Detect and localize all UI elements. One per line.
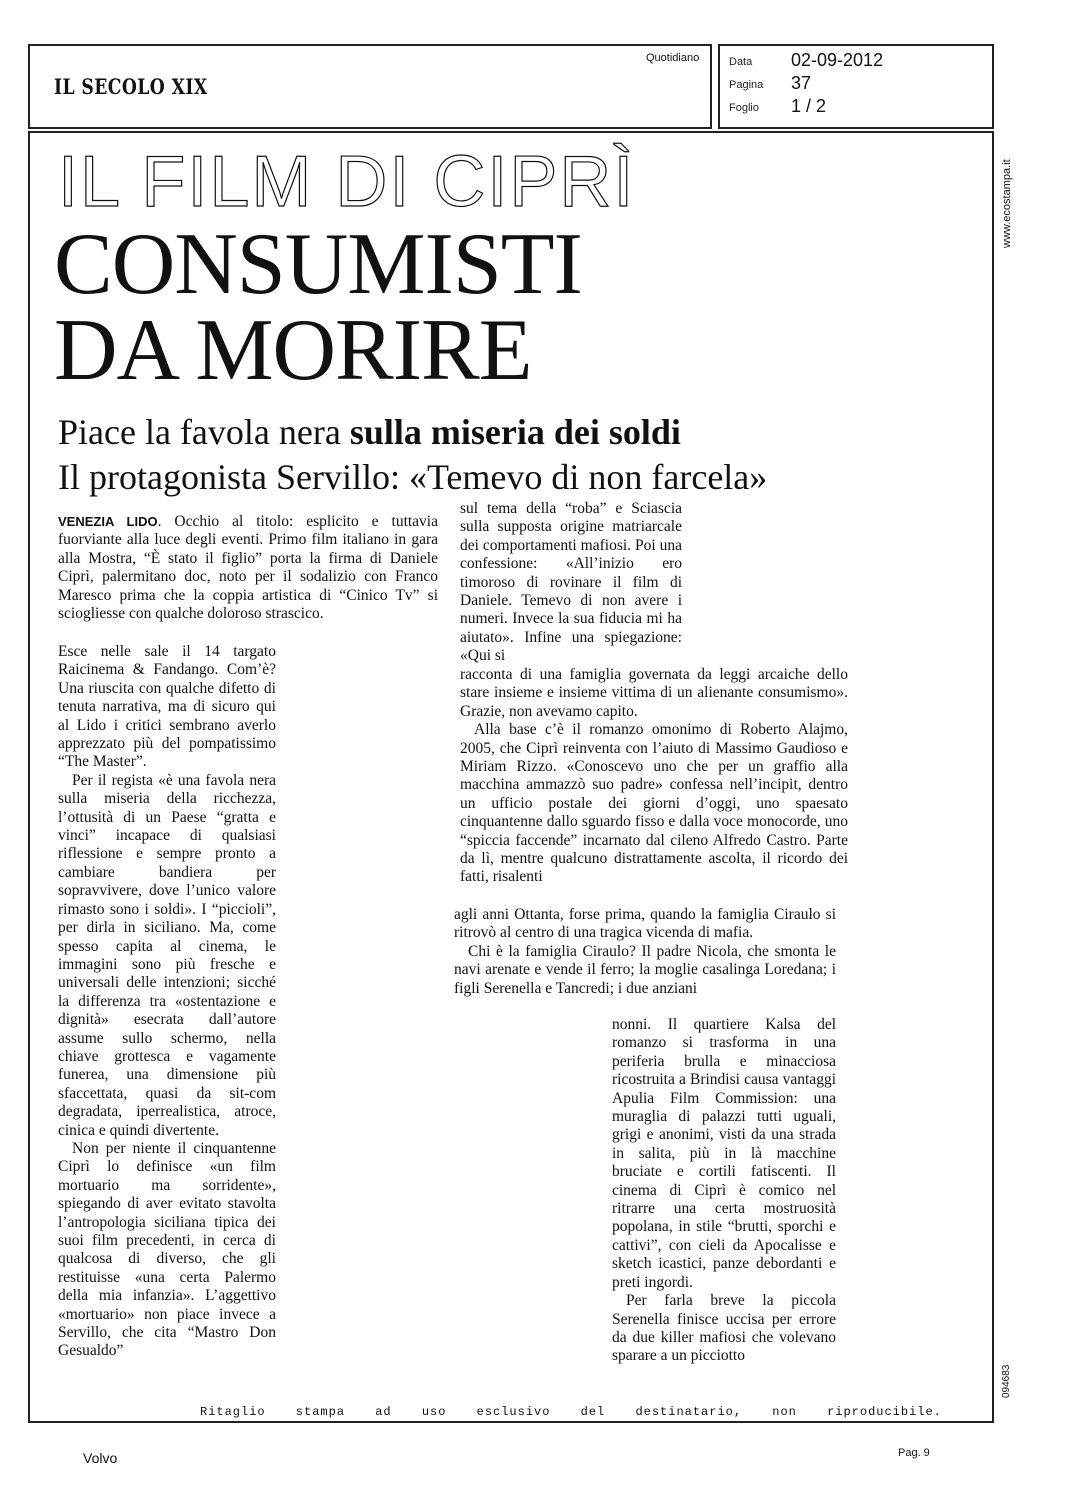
brand-label: Volvo <box>83 1450 118 1466</box>
subheadline-1 <box>58 414 681 450</box>
col1-paragraph-1: Esce nelle sale il 14 targato Raicinema & Fandango. Com’è? Una riuscita con qualche difetto di tenuta narrativa, ma di sicuro qui al Lido i critici sembrano averlo apprezzato più del pompatissimo “The Master”. <box>58 643 276 771</box>
col2-wide-text: racconta di una famiglia governata da leggi arcaiche dello stare insieme e insieme vittima di un alienante consumismo». Grazie, non avevamo capito. <box>460 666 848 720</box>
sheet-value: 1 / 2 <box>791 96 827 116</box>
page-number: Pag. 9 <box>898 1447 930 1459</box>
col4-paragraph-2: Per farla breve la piccola Serenella finisce uccisa per errore da due killer mafiosi che volevano sparare a un picciotto <box>612 1292 836 1365</box>
website-vertical: www.ecostampa.it <box>1001 159 1013 248</box>
subheadline-2: Il protagonista Servillo: «Temevo di non farcela» <box>58 457 768 497</box>
col1-paragraph-3: Non per niente il cinquantenne Ciprì lo definisce «un film mortuario ma sorridente», spiegando di aver evitato stavolta l’antropologia siciliana tipica dei suoi film precedenti, in cerca di qualcosa di diverso, che gli restituisse «una certa Palermo della mia infanzia». L’aggettivo «mortuario» non piace invece a Servillo, che cita “Mastro Don Gesualdo” <box>58 1139 276 1360</box>
column-2-top <box>460 500 682 666</box>
newspaper-logo: IL SECOLO XIX <box>54 74 208 99</box>
publication-type: Quotidiano <box>646 52 700 64</box>
col4-paragraph-1: nonni. Il quartiere Kalsa del romanzo si trasforma in una periferia brulla e minacciosa ricostruita a Brindisi causa vantaggi Apulia Film Commission: una muraglia di palazzi tutti uguali, grigi e anonimi, visti da una strada in salita, più in là macchine bruciate e cortili fatiscenti. Il cinema di Ciprì è comico nel ritrarre una certa mostruosità popolana, in stile “brutti, sporchi e cattivi”, con cieli da Apocalisse e sketch icastici, panze debordanti e preti ingordi. <box>612 1016 836 1291</box>
dateline: VENEZIA LIDO <box>58 514 158 529</box>
copyright-notice: Ritaglio stampa ad uso esclusivo del destinatario, non riproducibile. <box>200 1405 942 1419</box>
col3-paragraph-2: Chi è la famiglia Ciraulo? Il padre Nicola, che smonta le navi arenate e vende il ferro; la moglie casalinga Loredana; i figli Serenella e Tancredi; i due anziani <box>454 942 836 997</box>
clipping-code-vertical: 094683 <box>1001 1364 1012 1398</box>
date-label: Data <box>729 56 753 68</box>
lead-text: . Occhio al titolo: esplicito e tuttavia fuorviante alla luce degli eventi. Primo film italiano in gara alla Mostra, “È stato il figlio” porta la firma di Daniele Ciprì, palermitano doc, noto per il sodalizio con Franco Maresco prima che la coppia artistica di “Cinico Tv” si sciogliesse con qualche doloroso strascico. <box>58 513 438 623</box>
subheadline-1-normal: Piace la favola nera <box>58 412 350 452</box>
col3-paragraph-1: agli anni Ottanta, forse prima, quando la famiglia Ciraulo si ritrovò al centro di una tragica vicenda di mafia. <box>454 906 836 942</box>
sheet-label: Foglio <box>729 102 759 114</box>
headline <box>54 216 582 399</box>
column-4 <box>612 1016 836 1366</box>
column-1 <box>58 643 276 1361</box>
column-2-wide <box>460 666 848 887</box>
lead-paragraph <box>58 513 438 623</box>
kicker-title: IL FILM DI CIPRÌ <box>58 142 636 222</box>
headline-line-2: DA MORIRE <box>54 302 532 399</box>
page-label: Pagina <box>729 79 764 91</box>
date-value: 02-09-2012 <box>791 50 884 70</box>
subheadline-1-bold: sulla miseria dei soldi <box>349 412 681 452</box>
page-value: 37 <box>791 73 812 93</box>
col2-paragraph-2: Alla base c’è il romanzo omonimo di Roberto Alajmo, 2005, che Ciprì reinventa con l’aiuto di Massimo Gaudioso e Miriam Rizzo. «Conoscevo uno che per un graffio alla macchina ammazzò suo padre» confessa nell’incipit, dentro un ufficio postale dei giorni d’oggi, uno spaesato cinquantenne dallo sguardo fisso e dalla voce monocorde, uno “spiccia faccende” incarnato dal cileno Alfredo Castro. Parte da lì, mentre qualcuno distrattamente ascolta, il ricordo dei fatti, risalenti <box>460 721 848 886</box>
headline-line-1: CONSUMISTI <box>54 216 582 313</box>
col1-paragraph-2: Per il regista «è una favola nera sulla miseria della ricchezza, l’ottusità di un Paese “gratta e vinci” incapace di qualsiasi riflessione e sempre pronto a cambiare bandiera per sopravvivere, dove l’unico valore rimasto sono i soldi». I “piccioli”, per dirla in siciliano. Ma, come spesso capita al cinema, le immagini sono più fresche e universali delle intenzioni; sicché la differenza tra «ostentazione e dignità» esecrata dall’autore assume sullo schermo, nella chiave grottesca e vagamente funerea, una dimensione più sfaccettata, quasi da sit-com degradata, iperrealistica, atroce, cinica e quindi divertente. <box>58 771 276 1139</box>
col2-top-text: sul tema della “roba” e Sciascia sulla supposta origine matriarcale dei comportamenti mafiosi. Poi una confessione: «All’inizio ero timoroso di rovinare il film di Daniele. Temevo di non avere i numeri. Invece la sua fiducia mi ha aiutato». Infine una spiegazione: «Qui si <box>460 500 682 665</box>
column-3 <box>454 906 836 998</box>
